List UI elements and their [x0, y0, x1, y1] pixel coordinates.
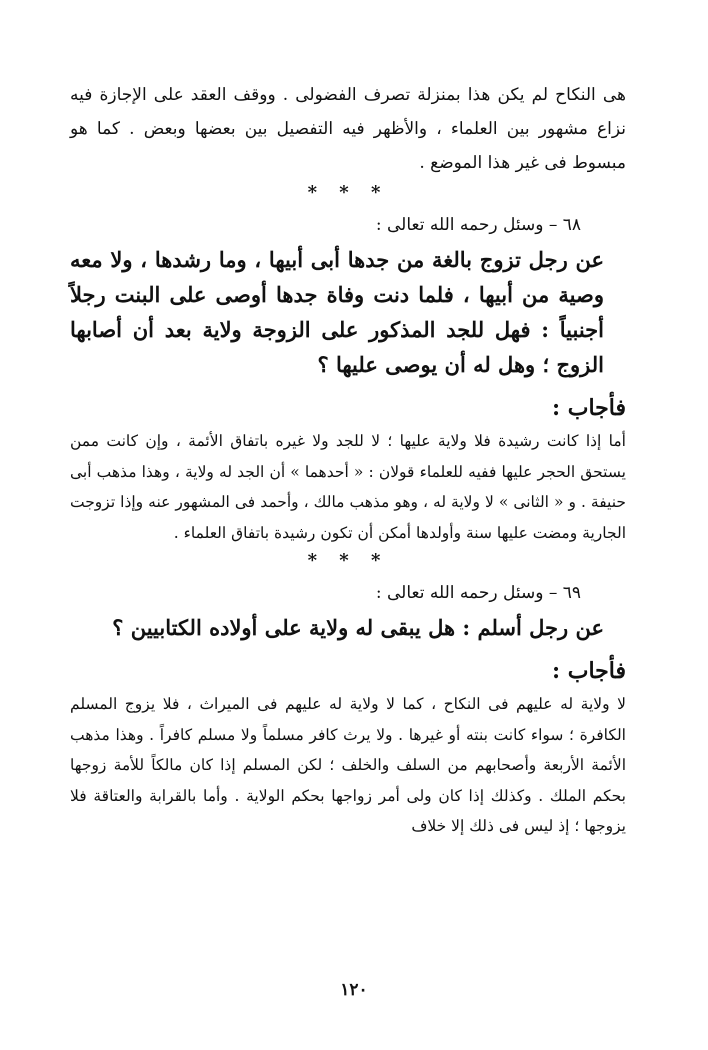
question-69-text: عن رجل أسلم : هل يبقى له ولاية على أولاده الكتابيين ؟: [112, 615, 604, 640]
answer-69-label: فأجاب :: [551, 658, 626, 684]
question-68-text: عن رجل تزوج بالغة من جدها أبى أبيها ، وما رشدها ، ولا معه وصية من أبيها ، فلما دنت وفاة جدها أوصى على البنت رجلاً أجنبياً : فهل للجد المذكور على الزوجة ولاية بعد أن أصابها الزوج ؛ وهل له أن يوصى عليها ؟: [70, 247, 604, 377]
question-69-heading: ٦٩ – وسئل رحمه الله تعالى :: [375, 583, 581, 603]
answer-68-label: فأجاب :: [551, 395, 626, 421]
question-68-heading: ٦٨ – وسئل رحمه الله تعالى :: [375, 215, 581, 235]
answer-69-text: لا ولاية له عليهم فى النكاح ، كما لا ولاية له عليهم فى الميراث ، فلا يزوج المسلم الكافرة ؛ سواء كانت بنته أو غيرها . ولا يرث كافر مسلماً ولا مسلم كافراً . وهذا مذهب الأئمة الأربعة وأصحابهم من السلف والخلف ؛ لكن المسلم إذا كان مالكاً للأمة زوجها بحكم الملك . وكذلك إذا كان ولى أمر زواجها بحكم الولاية . وأما بالقرابة والعتاقة فلا يزوجها ؛ إذ ليس فى ذلك إلا خلاف: [70, 695, 626, 835]
page-number: ١٢٠: [340, 980, 368, 1000]
answer-68-text: أما إذا كانت رشيدة فلا ولاية عليها ؛ لا للجد ولا غيره باتفاق الأئمة ، وإن كانت ممن يستحق الحجر عليها ففيه للعلماء قولان : « أحدهما » أن الجد له ولاية ، وهذا مذهب أبى حنيفة . و « الثانى » لا ولاية له ، وهو مذهب مالك ، وأحمد فى المشهور عنه وإذا تزوجت الجارية ومضت عليها سنة وأولدها أمكن أن تكون رشيدة باتفاق العلماء .: [70, 432, 626, 542]
section-separator: * * *: [307, 550, 389, 571]
section-separator: * * *: [307, 182, 389, 203]
page-content: [70, 78, 626, 842]
intro-paragraph: هى النكاح لم يكن هذا بمنزلة تصرف الفضولى . ووقف العقد على الإجازة فيه نزاع مشهور بين العلماء ، والأظهر فيه التفصيل بين بعضها وبعض . كما هو مبسوط فى غير هذا الموضع .: [70, 85, 626, 173]
